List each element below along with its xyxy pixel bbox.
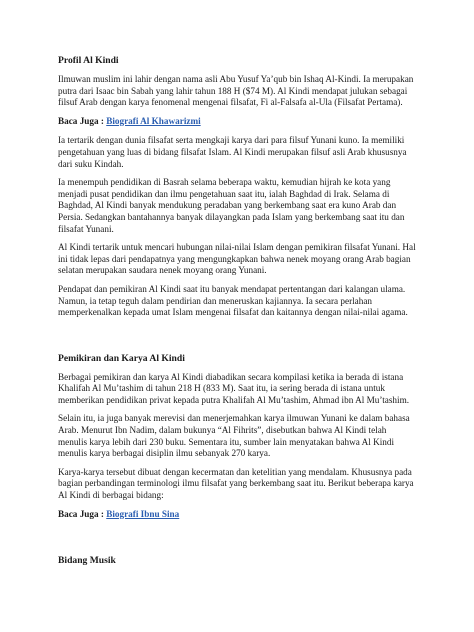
paragraph: Pendapat dan pemikiran Al Kindi saat itu banyak mendapat pertentangan dari kalangan ulama. Namun, ia tetap teguh dalam pendirian dan meneruskan kajiannya. Ia secara perlahan memperkenalkan kepada umat Islam mengenai filsafat dan kaitannya dengan nilai-nilai agama. xyxy=(58,283,408,318)
see-also-ibnu-sina xyxy=(58,509,416,521)
paragraph: Ilmuwan muslim ini lahir dengan nama asli Abu Yusuf Ya’qub bin Ishaq Al-Kindi. Ia merupakan putra dari Isaac bin Sabah yang lahir tahun 188 H ($74 M). Al Kindi mendapat julukan sebagai filsuf Arab dengan karya fenomenal mengenai filsafat, Fi al-Falsafa al-Ula (Filsafat Pertama). xyxy=(58,74,414,108)
link-biografi-ibnu-sina[interactable]: Biografi Ibnu Sina xyxy=(106,508,180,519)
paragraph: Berbagai pemikiran dan karya Al Kindi diabadikan secara kompilasi ketika ia berada di istana Khalifah Al Mu’tashim di tahun 218 H (833 M). Saat itu, ia sering berada di istana untuk memberikan pendidikan privat kepada putra Khalifah Al Mu’tashim, Ahmad ibn Al Mu’tashim. xyxy=(58,371,410,405)
paragraph: Al Kindi tertarik untuk mencari hubungan nilai-nilai Islam dengan pemikiran filsafat Yunani. Hal ini tidak lepas dari pendapatnya yang mengungkapkan bahwa nenek moyang orang Arab bagian selatan merupakan saudara nenek moyang orang Yunani. xyxy=(58,242,416,276)
section-spacer xyxy=(58,326,416,338)
paragraph: Ia tertarik dengan dunia filsafat serta mengkaji karya dari para filsuf Yunani kuno. Ia memiliki pengetahuan yang luas di bidang filsafat Islam. Al Kindi merupakan filsuf asli Arab khususnya dari suku Kindah. xyxy=(58,135,407,169)
see-also-label: Baca Juga : xyxy=(58,508,107,519)
see-also-label: Baca Juga : xyxy=(58,115,107,126)
paragraph: Selain itu, ia juga banyak merevisi dan menerjemahkan karya ilmuwan Yunani ke dalam bahasa Arab. Menurut Ibn Nadim, dalam bukunya “Al Fihrits”, disebutkan bahwa Al Kindi telah menulis karya lebih dari 230 buku. Sementara itu, sumber lain menyatakan bahwa Al Kindi menulis karya berbagai disiplin ilmu sebanyak 270 karya. xyxy=(58,413,410,459)
section-heading-bidang-musik: Bidang Musik xyxy=(58,555,116,567)
section-spacer xyxy=(58,528,416,540)
section-heading-profil: Profil Al Kindi xyxy=(58,55,119,66)
paragraph: Ia menempuh pendidikan di Basrah selama beberapa waktu, kemudian hijrah ke kota yang menjadi pusat pendidikan dan ilmu pengetahuan saat itu, ialah Baghdad di Irak. Selama di Baghdad, Al Kindi banyak mendukung peradaban yang berkembang saat era kuno Arab dan Persia. Sedangkan bantahannya banyak dilayangkan pada Islam yang berkembang saat itu dan filsafat Yunani. xyxy=(58,177,405,234)
paragraph: Karya-karya tersebut dibuat dengan kecermatan dan ketelitian yang mendalam. Khususnya pada bagian perbandingan terminologi ilmu filsafat yang berkembang saat itu. Berikut beberapa karya Al Kindi di berbagai bidang: xyxy=(58,466,414,501)
link-biografi-al-khawarizmi[interactable]: Biografi Al Khawarizmi xyxy=(106,115,201,126)
see-also-khawarizmi xyxy=(58,116,416,128)
section-heading-pemikiran: Pemikiran dan Karya Al Kindi xyxy=(58,352,185,364)
